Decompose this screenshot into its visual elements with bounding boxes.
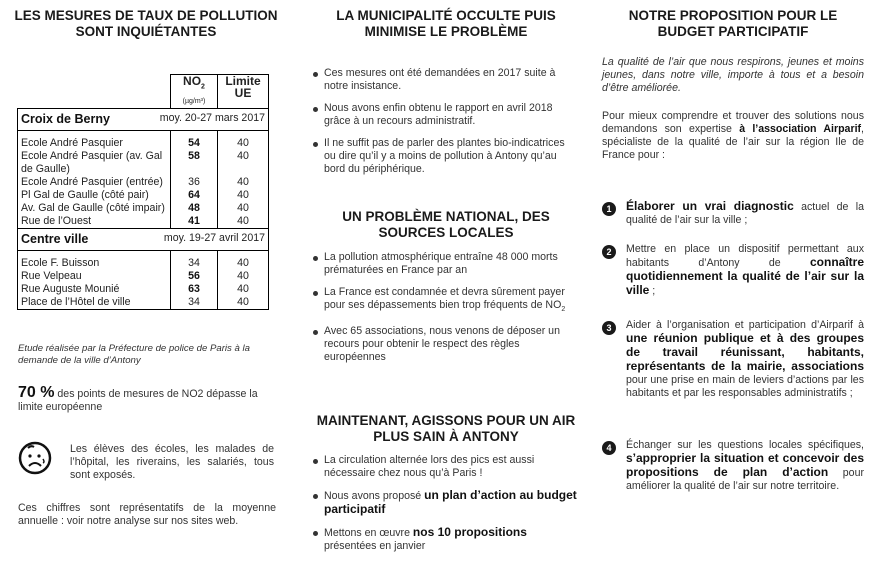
stat-value: 70 %: [18, 384, 55, 401]
list-item: [310, 526, 578, 553]
list-item-text: Nous avons proposé: [324, 490, 425, 502]
table-row: [18, 270, 269, 283]
item-text: actuel de la qualité de l’air sur la ville ;: [626, 201, 864, 226]
list-item: Nous avons enfin obtenu le rapport en avril 2018 grâce à un recours administratif.: [310, 102, 578, 128]
site-name: Ecole F. Buisson: [18, 251, 171, 271]
section-header: [18, 229, 269, 251]
table-row: [18, 189, 269, 202]
table-header-row: [18, 75, 269, 109]
item-highlight: Élaborer un vrai diagnostic: [626, 199, 794, 213]
site-name: Rue Auguste Mounié: [18, 283, 171, 296]
table-row: [18, 176, 269, 189]
proposal-item-2: [602, 243, 864, 298]
column-header-limit: Limite UE: [218, 75, 269, 109]
list-item-text: Mettons en œuvre: [324, 527, 413, 539]
stat-text: des points de mesures de NO2 dépasse la limite européenne: [18, 388, 258, 413]
no2-value: 48: [171, 202, 218, 215]
national-heading: UN PROBLÈME NATIONAL, DES SOURCES LOCALES: [342, 209, 550, 240]
paragraph-text: Pour mieux comprendre et trouver des solutions nous demandons son expertise: [602, 110, 864, 135]
site-name: Rue de l’Ouest: [18, 215, 171, 229]
no2-value: 58: [171, 150, 218, 176]
no2-subscript: 2: [201, 83, 205, 91]
no2-value: 63: [171, 283, 218, 296]
section-date: moy. 19-27 avril 2017: [163, 232, 265, 245]
bullets-municipality: [310, 67, 578, 185]
site-name: Ecole André Pasquier: [18, 131, 171, 151]
table-row: [18, 296, 269, 310]
list-item-highlight: un plan d’action au budget participatif: [324, 488, 577, 516]
site-name: Place de l’Hôtel de ville: [18, 296, 171, 310]
footer-text: Ces chiffres sont représentatifs de la moyenne annuelle : voir notre analyse sur nos sites web.: [18, 502, 276, 527]
number-badge: 1: [602, 202, 616, 216]
table-row: [18, 131, 269, 151]
proposal-heading: NOTRE PROPOSITION POUR LE BUDGET PARTICIPATIF: [628, 8, 838, 39]
list-item-highlight: nos 10 propositions: [412, 525, 527, 539]
header-spacer: [18, 75, 171, 109]
bullets-national: [310, 251, 578, 373]
measures-table: [17, 74, 269, 310]
table-row: [18, 150, 269, 176]
bullets-action: [310, 454, 578, 562]
no2-subscript: 2: [561, 306, 566, 314]
action-heading: MAINTENANT, AGISSONS POUR UN AIR PLUS SAIN À ANTONY: [316, 413, 576, 444]
no2-unit: (µg/m³): [182, 98, 206, 106]
section-date: moy. 20-27 mars 2017: [159, 112, 265, 125]
affected-text: Les élèves des écoles, les malades de l’hôpital, les riverains, les salariés, tous sont exposés.: [70, 443, 274, 481]
list-item: Avec 65 associations, nous venons de déposer un recours pour obtenir le respect des règles européennes: [310, 325, 578, 364]
table-row: [18, 202, 269, 215]
proposal-paragraph: [602, 110, 864, 162]
no2-label: NO: [183, 74, 202, 88]
municipality-heading: LA MUNICIPALITÉ OCCULTE PUIS MINIMISE LE PROBLÈME: [336, 8, 556, 39]
no2-value: 41: [171, 215, 218, 229]
site-name: Rue Velpeau: [18, 270, 171, 283]
proposal-item-1: [602, 200, 864, 227]
column-header-no2: [171, 75, 218, 109]
number-badge: 2: [602, 245, 616, 259]
item-highlight: une réunion publique et à des groupes de travail réunissant, habitants, représentants de la mairie, associations: [626, 331, 864, 373]
section-name: Centre ville: [21, 232, 89, 247]
list-item: La circulation alternée lors des pics est aussi nécessaire chez nous qu’à Paris !: [310, 454, 578, 480]
measures-heading: LES MESURES DE TAUX DE POLLUTION SONT INQUIÉTANTES: [14, 8, 278, 39]
section-row: [18, 109, 269, 131]
list-item: [310, 286, 578, 316]
site-name: Av. Gal de Gaulle (côté impair): [18, 202, 171, 215]
limit-value: 40: [218, 296, 269, 310]
section-name: Croix de Berny: [21, 112, 110, 127]
no2-value: 36: [171, 176, 218, 189]
limit-value: 40: [218, 202, 269, 215]
table-row: [18, 215, 269, 229]
list-item: Ces mesures ont été demandées en 2017 suite à notre insistance.: [310, 67, 578, 93]
number-badge: 3: [602, 321, 616, 335]
number-badge: 4: [602, 441, 616, 455]
item-highlight: connaître quotidiennement la qualité de l’air sur la ville: [626, 255, 864, 297]
no2-value: 54: [171, 131, 218, 151]
limit-value: 40: [218, 176, 269, 189]
site-name: Ecole André Pasquier (av. Gal de Gaulle): [18, 150, 171, 176]
no2-value: 34: [171, 296, 218, 310]
site-name: Pl Gal de Gaulle (côté pair): [18, 189, 171, 202]
limit-value: 40: [218, 215, 269, 229]
proposal-item-3: [602, 319, 864, 400]
table-row: [18, 251, 269, 271]
list-item: Il ne suffit pas de parler des plantes bio-indicatrices ou dire qu’il y a moins de pollution à Antony qu’au bord du périphérique.: [310, 137, 578, 176]
limit-value: 40: [218, 150, 269, 176]
item-text: Aider à l’organisation et participation d’Airparif à: [626, 319, 864, 331]
item-highlight: s’approprier la situation et concevoir des propositions de plan d’action: [626, 451, 864, 479]
limit-value: 40: [218, 131, 269, 151]
table-row: [18, 283, 269, 296]
list-item-text: La France est condamnée et devra sûrement payer pour ses dépassements bien trop fréquents de NO: [324, 286, 565, 311]
paragraph-text: , spécialiste de la qualité de l’air sur la région Ile de France pour :: [602, 123, 864, 161]
limit-value: 40: [218, 270, 269, 283]
no2-value: 56: [171, 270, 218, 283]
list-item: [310, 489, 578, 517]
stat-block: [18, 386, 280, 414]
item-text: pour améliorer la qualité de l’air sur notre territoire.: [626, 467, 864, 492]
site-name: Ecole André Pasquier (entrée): [18, 176, 171, 189]
no2-value: 64: [171, 189, 218, 202]
item-text: Mettre en place un dispositif permettant aux habitants d’Antony de: [626, 243, 864, 269]
section-header: [18, 109, 269, 131]
item-text: pour une prise en main de leviers d’actions par les habitants et par les responsables administratifs ;: [626, 374, 864, 399]
limit-value: 40: [218, 251, 269, 271]
paragraph-highlight: à l’association Airparif: [739, 123, 862, 135]
limit-value: 40: [218, 283, 269, 296]
sad-face-icon: [18, 441, 52, 475]
no2-value: 34: [171, 251, 218, 271]
proposal-item-4: [602, 439, 864, 493]
section-row: [18, 229, 269, 251]
item-text: Échanger sur les questions locales spécifiques,: [626, 439, 864, 451]
list-item-text: présentées en janvier: [324, 540, 426, 552]
item-text: ;: [649, 285, 656, 297]
proposal-intro: La qualité de l’air que nous respirons, jeunes et moins jeunes, dans notre ville, importe à tous et a besoin d’être améliorée.: [602, 56, 864, 94]
study-note: Etude réalisée par la Préfecture de police de Paris à la demande de la ville d’Antony: [18, 343, 250, 366]
list-item: La pollution atmosphérique entraîne 48 000 morts prématurées en France par an: [310, 251, 578, 277]
limit-value: 40: [218, 189, 269, 202]
